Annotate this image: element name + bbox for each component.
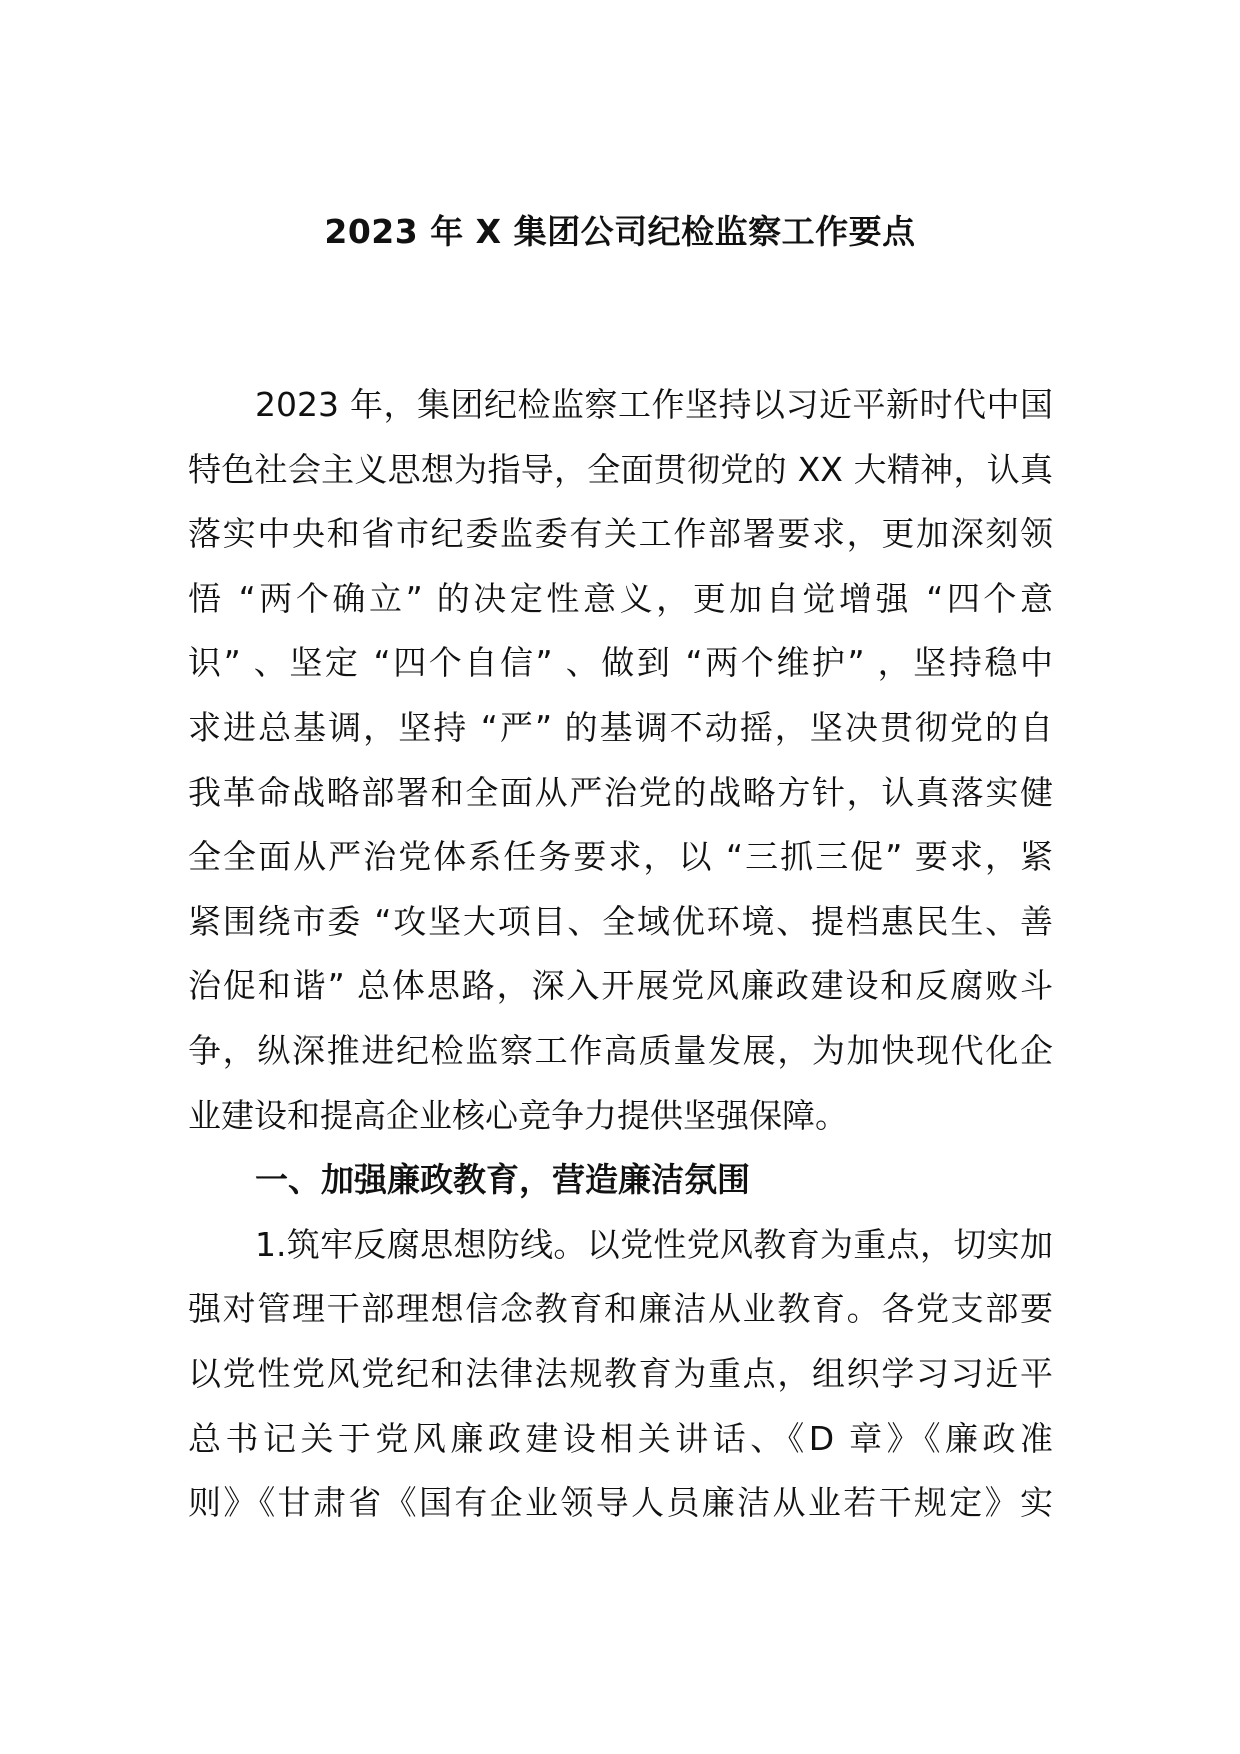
body-line: 识” 、坚定 “四个自信” 、做到 “两个维护” ，坚持稳中: [188, 643, 1053, 683]
document-body: [188, 373, 1053, 1536]
body-line: 1.筑牢反腐思想防线。以党性党风教育为重点，切实加: [255, 1224, 1053, 1264]
body-line: 我革命战略部署和全面从严治党的战略方针，认真落实健: [188, 772, 1053, 812]
body-line: 落实中央和省市纪委监委有关工作部署要求，更加深刻领: [188, 514, 1053, 554]
body-line: 悟 “两个确立” 的决定性意义，更加自觉增强 “四个意: [188, 578, 1053, 618]
body-line: 求进总基调，坚持 “严” 的基调不动摇，坚决贯彻党的自: [188, 707, 1053, 747]
body-line: 强对管理干部理想信念教育和廉洁从业教育。各党支部要: [188, 1289, 1053, 1329]
body-line: 2023 年，集团纪检监察工作坚持以习近平新时代中国: [255, 385, 1053, 424]
body-line: 以党性党风党纪和法律法规教育为重点，组织学习习近平: [188, 1353, 1053, 1393]
body-line: 则》《甘肃省《国有企业领导人员廉洁从业若干规定》实: [188, 1483, 1053, 1523]
body-line: 特色社会主义思想为指导，全面贯彻党的 XX 大精神，认真: [188, 449, 1053, 489]
body-line: 总书记关于党风廉政建设相关讲话、《D 章》《廉政准: [188, 1418, 1053, 1458]
section-heading: 一、加强廉政教育，营造廉洁氛围: [255, 1160, 750, 1200]
body-line: 治促和谐” 总体思路，深入开展党风廉政建设和反腐败斗: [188, 966, 1053, 1006]
document-title: 2023 年 X 集团公司纪检监察工作要点: [324, 212, 916, 251]
body-line: 争，纵深推进纪检监察工作高质量发展，为加快现代化企: [188, 1030, 1053, 1070]
body-line: 全全面从严治党体系任务要求，以 “三抓三促” 要求，紧: [188, 837, 1053, 877]
body-line: 紧围绕市委 “攻坚大项目、全域优环境、提档惠民生、善: [188, 901, 1053, 941]
body-line: 业建设和提高企业核心竞争力提供坚强保障。: [188, 1095, 848, 1135]
